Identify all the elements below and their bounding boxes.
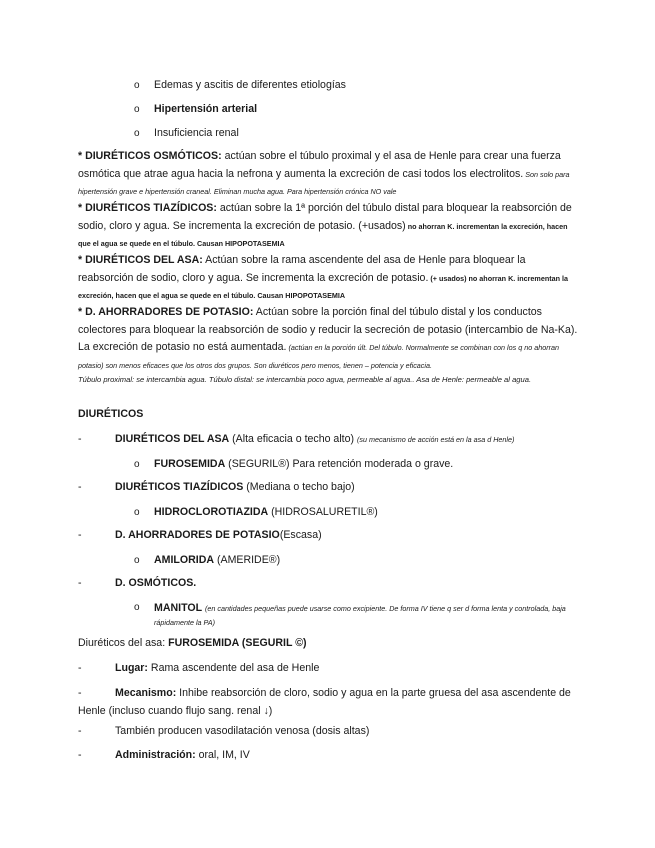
list-item: [134, 78, 346, 93]
dash-bullet: -: [78, 481, 82, 493]
asa-item: [78, 748, 580, 762]
drug-row: [134, 457, 453, 472]
asa-title: [78, 636, 307, 650]
paragraph-body: Actúan sobre la rama ascendente del asa de Henle para bloquear la reabsorción de sodio, cloro y agua. Se incrementa la excreción de potasio.: [78, 254, 526, 284]
paragraph-body: Actúan sobre la porción final del túbulo distal y los conductos colectores para bloquear la reabsorción de sodio y reducir la secreción de potasio (intercambio de Na-Ka). La excreción de potasio no está aumentada.: [78, 306, 578, 353]
paragraph-heading: * DIURÉTICOS TIAZÍDICOS:: [78, 202, 217, 214]
bullet-o: o: [134, 80, 140, 91]
asa-title-drug: FUROSEMIDA (SEGURIL ©): [168, 637, 307, 649]
asa-item-text: Rama ascendente del asa de Henle: [147, 662, 320, 674]
dash-bullet: -: [78, 662, 82, 674]
asa-item: [78, 685, 580, 720]
bullet-o: o: [134, 128, 140, 139]
paragraph-note: (actúan en la porción últ. Del túbulo. Normalmente se combinan con los q no ahorran potasio) son menos eficaces que los otros dos grupos. Son diuréticos pero menos, tienen – potencia y eficacia.: [78, 343, 559, 370]
paragraph-heading: * DIURÉTICOS DEL ASA:: [78, 254, 203, 266]
paragraph-note: Son solo para hipertensión grave e hipertensión craneal. Eliminan mucha agua. Para hipertensión crónica NO vale: [78, 169, 570, 196]
drug-row: [134, 553, 280, 568]
group-detail: (Escasa): [279, 529, 322, 541]
group-detail: (Alta eficacia o techo alto): [229, 433, 357, 445]
paragraph-body: actúan sobre la 1ª porción del túbulo distal para bloquear la reabsorción de sodio, cloro y agua. Se incrementa la excreción de potasio. (+usados): [78, 202, 572, 232]
list-item: [134, 102, 257, 117]
paragraph-osmoticos: [78, 148, 580, 201]
group-row: [78, 480, 580, 494]
group-name: D. AHORRADORES DE POTASIO: [115, 529, 280, 541]
asa-item-label: Mecanismo:: [115, 687, 177, 699]
paragraph-note: (+ usados) no ahorran K. incrementan la excreción, hacen que el agua se quede en el túbulo. Causan HIPOPOTASEMIA: [78, 273, 568, 300]
list-item-text: Insuficiencia renal: [154, 127, 239, 139]
asa-title-prefix: Diuréticos del asa:: [78, 637, 169, 649]
group-name: DIURÉTICOS DEL ASA: [115, 433, 230, 445]
dash-bullet: -: [78, 687, 82, 699]
asa-item-label: Administración:: [115, 749, 196, 761]
drug-note: (en cantidades pequeñas puede usarse como excipiente. De forma IV tiene q ser d forma lenta y controlada, baja rápidamente la PA): [154, 604, 566, 627]
list-item-text: Edemas y ascitis de diferentes etiologías: [154, 79, 346, 91]
list-item: [134, 126, 239, 141]
group-name: DIURÉTICOS TIAZÍDICOS: [115, 481, 244, 493]
bullet-o: o: [134, 507, 140, 518]
paragraph-asa: [78, 252, 580, 305]
group-row: [78, 576, 580, 590]
drug-name: FUROSEMIDA: [154, 458, 226, 470]
drug-detail: (AMERIDE®): [214, 554, 281, 566]
asa-item-label: Lugar:: [115, 662, 148, 674]
group-row: [78, 432, 580, 446]
bullet-o: o: [134, 555, 140, 566]
drug-row: [134, 505, 378, 520]
asa-item-text: Inhibe reabsorción de cloro, sodio y agua en la parte gruesa del asa ascendente de Henle (incluso cuando flujo sang. renal ↓): [78, 687, 571, 717]
paragraph-note: no ahorran K. incrementan la excreción, hacen que el agua se quede en el túbulo. Causan HIPOPOTASEMIA: [78, 221, 568, 248]
dash-bullet: -: [78, 577, 82, 589]
paragraph-tiazidicos: [78, 200, 580, 253]
section-title: DIURÉTICOS: [78, 408, 144, 420]
paragraph-body: actúan sobre el túbulo proximal y el asa de Henle para crear una fuerza osmótica que atrae agua hacia la nefrona y aumenta la excreción de casi todos los electrolitos.: [78, 150, 561, 180]
asa-item-text: oral, IM, IV: [195, 749, 250, 761]
paragraph-heading: * D. AHORRADORES DE POTASIO:: [78, 306, 254, 318]
drug-name: HIDROCLOROTIAZIDA: [154, 506, 269, 518]
note-tubulo: Túbulo proximal: se intercambia agua. Túbulo distal: se intercambia poco agua, permeable al agua.. Asa de Henle: permeable al agua.: [78, 375, 532, 384]
bullet-o: o: [134, 104, 140, 115]
dash-bullet: -: [78, 433, 82, 445]
group-note: (su mecanismo de acción está en la asa d Henle): [356, 435, 515, 444]
group-row: [78, 528, 580, 542]
drug-name: MANITOL: [154, 602, 203, 614]
bullet-o: o: [134, 459, 140, 470]
asa-item: [78, 661, 580, 675]
group-detail: (Mediana o techo bajo): [243, 481, 355, 493]
paragraph-heading: * DIURÉTICOS OSMÓTICOS:: [78, 150, 222, 162]
drug-detail: (SEGURIL®) Para retención moderada o grave.: [225, 458, 454, 470]
dash-bullet: -: [78, 529, 82, 541]
group-name: D. OSMÓTICOS.: [115, 577, 197, 589]
drug-detail: (HIDROSALURETIL®): [268, 506, 378, 518]
list-item-text: Hipertensión arterial: [154, 103, 258, 115]
drug-row: [134, 601, 574, 629]
drug-name: AMILORIDA: [154, 554, 215, 566]
asa-item-text: También producen vasodilatación venosa (dosis altas): [115, 725, 370, 737]
bullet-o: o: [134, 602, 140, 613]
dash-bullet: -: [78, 725, 82, 737]
dash-bullet: -: [78, 749, 82, 761]
paragraph-ahorradores: [78, 304, 580, 374]
asa-item: [78, 724, 580, 738]
